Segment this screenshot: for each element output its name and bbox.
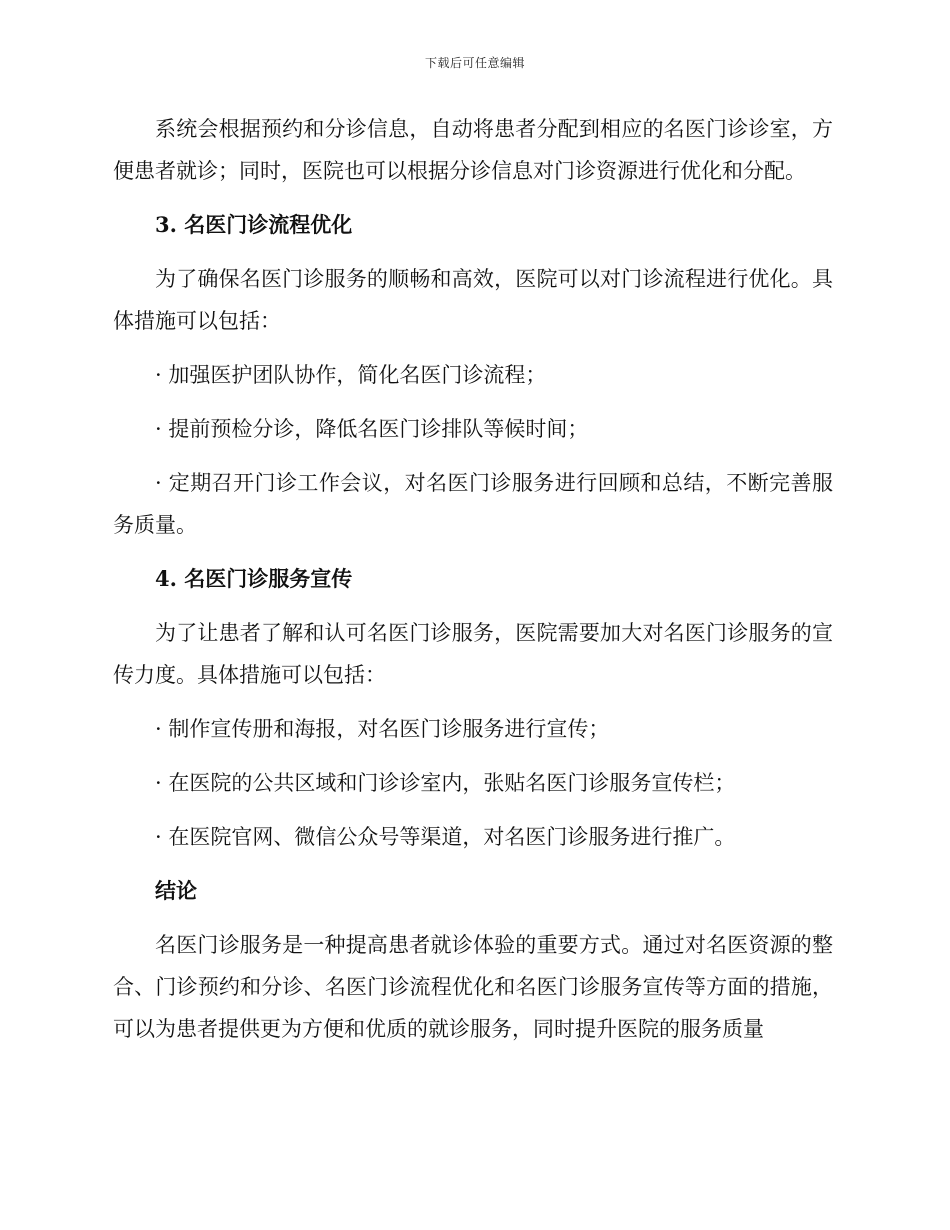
bullet-brochures-posters: · 制作宣传册和海报，对名医门诊服务进行宣传； [155,717,610,741]
section-heading-conclusion: 结论 [155,878,197,903]
section-heading-process-optimization: 3. 名医门诊流程优化 [155,212,353,237]
bullet-team-collaboration: · 加强医护团队协作，简化名医门诊流程； [155,363,547,387]
bullet-regular-meetings: · 定期召开门诊工作会议，对名医门诊服务进行回顾和总结，不断完善服务质量。 [113,471,833,537]
bullet-pre-triage: · 提前预检分诊，降低名医门诊排队等候时间； [155,417,589,441]
paragraph-promotion-intro: 为了让患者了解和认可名医门诊服务，医院需要加大对名医门诊服务的宣传力度。具体措施可以包括： [113,621,833,687]
bullet-online-channels: · 在医院官网、微信公众号等渠道，对名医门诊服务进行推广。 [155,825,736,849]
document-body [113,108,833,1062]
paragraph-conclusion: 名医门诊服务是一种提高患者就诊体验的重要方式。通过对名医资源的整合、门诊预约和分诊、名医门诊流程优化和名医门诊服务宣传等方面的措施，可以为患者提供更为方便和优质的就诊服务，同时提升医院的服务质量 [113,933,833,1041]
section-heading-service-promotion: 4. 名医门诊服务宣传 [155,566,353,591]
page-header-note: 下载后可任意编辑 [424,56,525,70]
paragraph-process-intro: 为了确保名医门诊服务的顺畅和高效，医院可以对门诊流程进行优化。具体措施可以包括： [113,267,833,333]
bullet-public-area-boards: · 在医院的公共区域和门诊诊室内，张贴名医门诊服务宣传栏； [155,771,736,795]
paragraph-triage-allocation: 系统会根据预约和分诊信息，自动将患者分配到相应的名医门诊诊室，方便患者就诊；同时，医院也可以根据分诊信息对门诊资源进行优化和分配。 [113,117,833,183]
